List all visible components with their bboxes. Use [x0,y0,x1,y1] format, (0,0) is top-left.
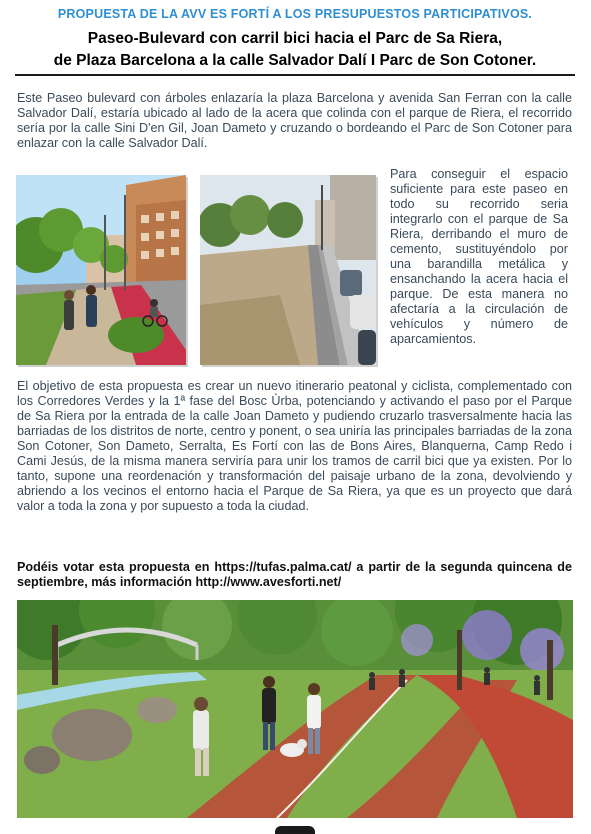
existing-wall-photo [200,175,376,365]
title-underline [15,74,575,76]
vote-paragraph: Podéis votar esta propuesta en https://tufas.palma.cat/ a partir de la segunda quincena de septiembre, más información http://www.avesforti.net/ [17,560,572,589]
objective-paragraph: El objetivo de esta propuesta es crear un nuevo itinerario peatonal y ciclista, complementado con los Corredores Verdes y la 1ª fase del Bosc Ùrba, potenciando y activando el paso por el Parque de Sa Riera por la entrada de la calle Joan Dameto y pudiendo cruzarlo trasversalmente hacia las barriadas de los distritos de norte, centro y ponent, o sea uniría las principales barriadas de la zona Son Cotoner, Son Dameto, Serralta, Es Fortí con las de Bons Aires, Blanquerna, Camp Redo i Cami Jesús, de la misma manera serviría para unir los tramos de carril bici que ya existen. Por lo tanto, supone una reordenación y transformación del paisaje urbano de la zona, devolviendo y abriendo a los vecinos el entorno hacia el Parque de Sa Riera, ya que es un proyecto que dará valor a toda la zona y por supuesto a toda la ciudad. [17,379,572,513]
kicker-bar [15,4,575,24]
kicker-text: PROPUESTA DE LA AVV ES FORTÍ A LOS PRESUPUESTOS PARTICIPATIVOS. [57,7,533,21]
intro-paragraph: Este Paseo bulevard con árboles enlazaría la plaza Barcelona y avenida San Ferran con la calle Salvador Dalí, estaría ubicado al lado de la acera que colinda con el parque de Riera, el recorrido sería por la calle Sini D'en Gil, Joan Dameto y cruzando o bordeando el Parc de Son Cotoner para enlazar con la calle Salvador Dalí. [17,91,572,150]
title-line-1: Paseo-Bulevard con carril bici hacia el Parc de Sa Riera, [87,30,503,47]
park-rendering-photo [17,600,573,818]
bike-lane-photo [16,175,186,365]
wall-paragraph: Para conseguir el espacio suficiente para este paseo en todo su recorrido seria integrarlo con el parque de Sa Riera, derribando el muro de cemento, sustituyéndolo por una barandilla metálica y ensanchando la acera hacia el parque. De esta manera no afectaría a la circulación de vehículos y número de aparcamientos. [390,167,568,346]
page-tab-decoration [275,826,315,834]
title-line-2: de Plaza Barcelona a la calle Salvador Dalí I Parc de Son Cotoner. [53,52,537,69]
